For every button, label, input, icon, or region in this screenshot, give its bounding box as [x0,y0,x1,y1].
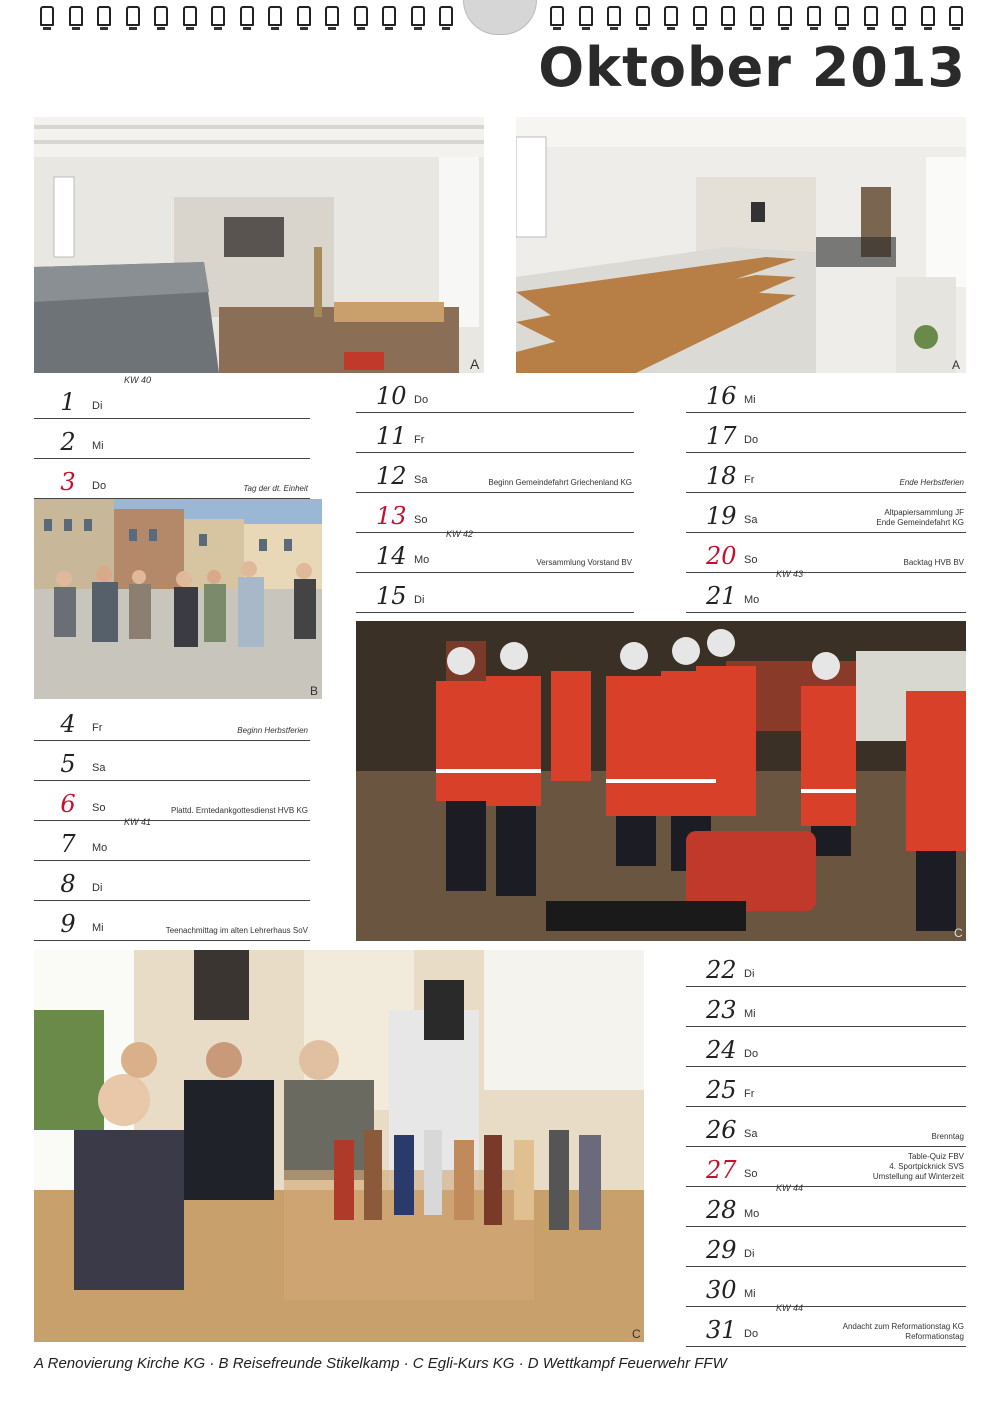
day-number: 4 [60,710,76,738]
day-number: 15 [376,582,407,610]
day-row-20 [686,532,966,573]
day-number: 9 [60,910,76,938]
day-row-21 [686,569,966,613]
calendar-week-label: KW 41 [124,817,152,827]
spiral-ring [949,6,963,26]
spiral-ring [921,6,935,26]
photo-renovation-church [34,117,484,373]
day-of-week: Mo [744,1208,760,1220]
spiral-ring [40,6,54,26]
day-of-week: Do [744,434,759,446]
photo-letter: A [470,356,480,372]
spiral-ring [636,6,650,26]
day-of-week: So [414,514,428,526]
day-of-week: Do [414,394,429,406]
day-of-week: Do [92,480,107,492]
photo-travel-group [34,499,322,699]
day-number: 25 [706,1076,737,1104]
day-row-19 [686,492,966,533]
photo-letter: C [632,1327,641,1341]
hanger-hole [463,0,537,35]
day-number: 29 [706,1236,737,1264]
day-row-1 [34,375,310,419]
spiral-ring [693,6,707,26]
photo-letter: A [952,358,961,372]
event-note: Beginn Gemeindefahrt Griechenland KG [488,478,632,487]
day-row-23 [686,986,966,1027]
day-of-week: Fr [744,1088,755,1100]
day-row-6 [34,780,310,821]
spiral-ring [892,6,906,26]
spiral-ring [664,6,678,26]
spiral-ring [579,6,593,26]
photo-caption: A Renovierung Kirche KG · B Reisefreunde Stikelkamp · C Egli-Kurs KG · D Wettkampf Feuerwehr FFW [34,1355,727,1372]
spiral-ring [382,6,396,26]
event-note: Brenntag [931,1132,964,1141]
day-row-24 [686,1026,966,1067]
event-note: Altpapiersammlung JF Ende Gemeindefahrt KG [876,508,964,527]
day-number: 1 [60,388,76,416]
spiral-ring [211,6,225,26]
photo-egli-course [34,950,644,1342]
day-of-week: Fr [414,434,425,446]
day-row-22 [686,946,966,987]
day-number: 22 [706,956,737,984]
spiral-ring [864,6,878,26]
page-title: Oktober 2013 [538,36,966,99]
day-row-11 [356,412,634,453]
spiral-ring [354,6,368,26]
spiral-binding [0,0,1000,34]
day-row-9 [34,900,310,941]
day-of-week: Sa [744,1128,758,1140]
day-of-week: Mi [92,440,104,452]
day-of-week: Mi [92,922,104,934]
day-row-2 [34,418,310,459]
day-number: 8 [60,870,76,898]
day-number: 10 [376,382,407,410]
day-number: 18 [706,462,737,490]
day-number: 26 [706,1116,737,1144]
day-row-10 [356,372,634,413]
spiral-ring [721,6,735,26]
calendar-week-label: KW 44 [776,1303,804,1313]
day-of-week: Mi [744,394,756,406]
day-of-week: So [92,802,106,814]
day-row-27 [686,1146,966,1187]
spiral-ring [807,6,821,26]
day-row-15 [356,572,634,613]
photo-church-interior [516,117,966,373]
day-number: 20 [706,542,737,570]
day-number: 12 [376,462,407,490]
day-number: 13 [376,502,407,530]
day-number: 17 [706,422,737,450]
day-number: 21 [706,582,737,610]
photo-fire-brigade [356,621,966,941]
day-row-29 [686,1226,966,1267]
day-of-week: Mi [744,1288,756,1300]
spiral-ring [325,6,339,26]
day-row-4 [34,700,310,741]
day-row-18 [686,452,966,493]
day-number: 16 [706,382,737,410]
day-of-week: Di [92,400,103,412]
event-note: Versammlung Vorstand BV [536,558,632,567]
day-row-12 [356,452,634,493]
event-note: Tag der dt. Einheit [243,484,308,493]
day-number: 30 [706,1276,737,1304]
spiral-ring [835,6,849,26]
calendar-week-label: KW 43 [776,569,804,579]
day-of-week: Di [92,882,103,894]
spiral-ring [439,6,453,26]
day-number: 24 [706,1036,737,1064]
day-of-week: So [744,554,758,566]
day-row-17 [686,412,966,453]
day-number: 3 [60,468,76,496]
spiral-ring [240,6,254,26]
photo-letter: C [954,926,963,940]
spiral-ring [778,6,792,26]
day-of-week: Do [744,1048,759,1060]
day-of-week: Do [744,1328,759,1340]
day-of-week: Mo [414,554,430,566]
spiral-ring [607,6,621,26]
calendar-week-label: KW 42 [446,529,474,539]
day-row-28 [686,1183,966,1227]
event-note: Table-Quiz FBV 4. Sportpicknick SVS Umstellung auf Winterzeit [872,1152,964,1181]
spiral-ring [97,6,111,26]
event-note: Beginn Herbstferien [237,726,308,735]
day-of-week: Mo [744,594,760,606]
day-row-14 [356,529,634,573]
day-of-week: Di [414,594,425,606]
photo-letter: B [310,684,319,698]
day-of-week: Di [744,968,755,980]
day-row-13 [356,492,634,533]
day-number: 27 [706,1156,737,1184]
spiral-ring [154,6,168,26]
spiral-ring [268,6,282,26]
day-of-week: Fr [92,722,103,734]
event-note: Backtag HVB BV [903,558,964,567]
day-row-5 [34,740,310,781]
calendar-week-label: KW 44 [776,1183,804,1193]
calendar-week-label: KW 40 [124,375,152,385]
day-number: 2 [60,428,76,456]
day-number: 7 [60,830,76,858]
spiral-ring [550,6,564,26]
day-of-week: Mo [92,842,108,854]
day-of-week: Mi [744,1008,756,1020]
day-row-25 [686,1066,966,1107]
day-of-week: Sa [414,474,428,486]
day-number: 14 [376,542,407,570]
day-row-3 [34,458,310,499]
spiral-ring [126,6,140,26]
day-number: 23 [706,996,737,1024]
day-number: 5 [60,750,76,778]
event-note: Andacht zum Reformationstag KG Reformationstag [842,1322,964,1341]
day-of-week: Fr [744,474,755,486]
day-number: 28 [706,1196,737,1224]
event-note: Plattd. Erntedankgottesdienst HVB KG [171,806,308,815]
day-of-week: So [744,1168,758,1180]
spiral-ring [750,6,764,26]
spiral-ring [69,6,83,26]
day-row-30 [686,1266,966,1307]
day-row-16 [686,372,966,413]
day-row-26 [686,1106,966,1147]
day-row-31 [686,1303,966,1347]
day-row-7 [34,817,310,861]
spiral-ring [411,6,425,26]
event-note: Teenachmittag im alten Lehrerhaus SoV [165,926,308,935]
day-number: 31 [706,1316,737,1344]
event-note: Ende Herbstferien [899,478,964,487]
day-number: 19 [706,502,737,530]
day-row-8 [34,860,310,901]
spiral-ring [183,6,197,26]
spiral-ring [297,6,311,26]
day-number: 6 [60,790,76,818]
day-number: 11 [376,422,407,450]
day-of-week: Di [744,1248,755,1260]
day-of-week: Sa [744,514,758,526]
day-of-week: Sa [92,762,106,774]
